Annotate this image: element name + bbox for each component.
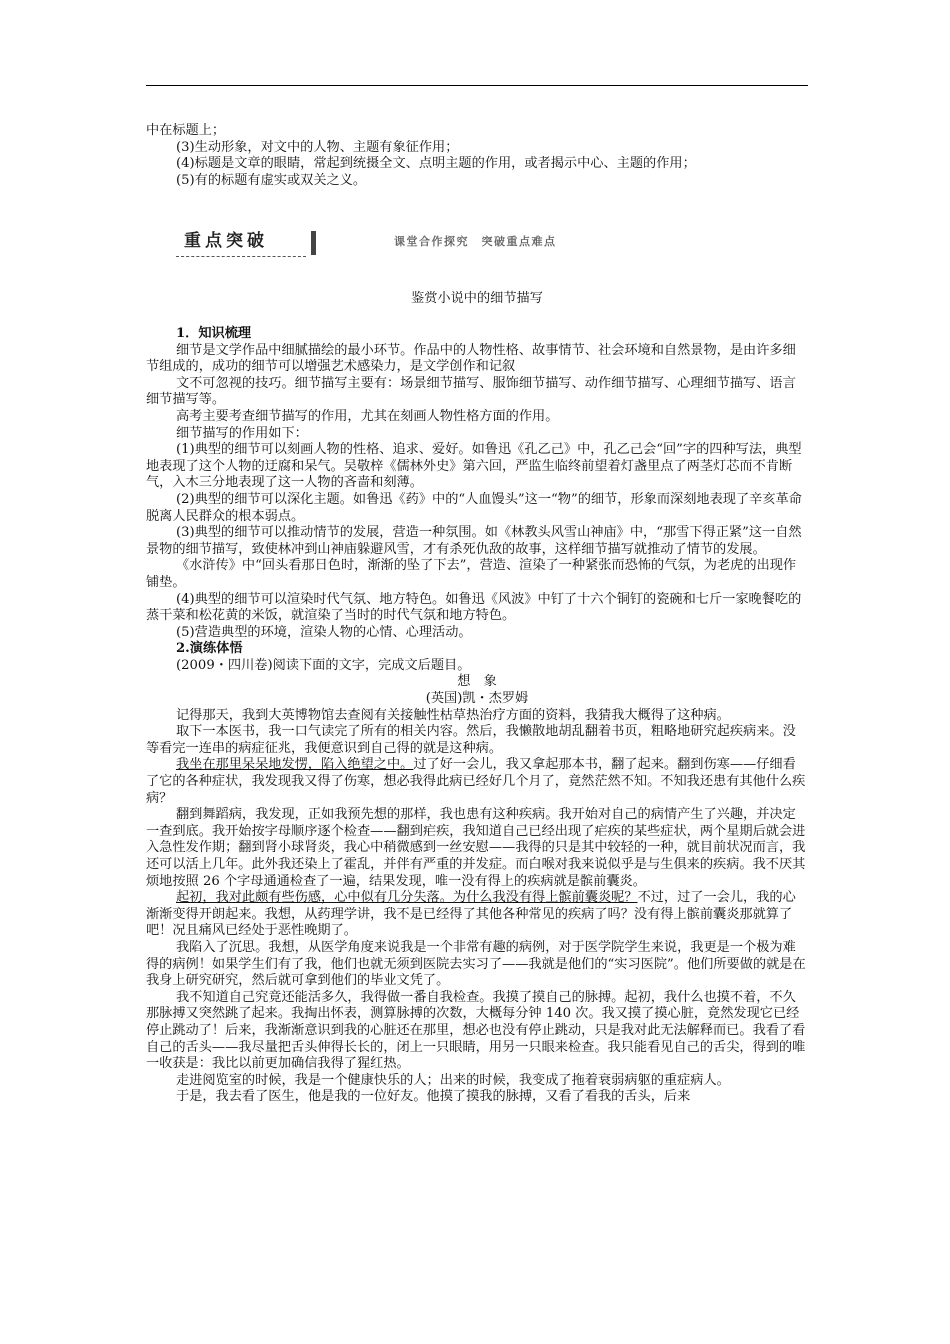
story-paragraph: 走进阅览室的时候，我是一个健康快乐的人；出来的时候，我变成了拖着衰弱病躯的重症病人。	[176, 1072, 730, 1088]
exercise-source: (2009・四川卷)阅读下面的文字，完成文后题目。	[176, 657, 471, 673]
story-paragraph: 记得那天，我到大英博物馆去查阅有关接触性枯草热治疗方面的资料，我猜我大概得了这种病。	[176, 707, 730, 723]
intro-line: (4)标题是文章的眼睛，常起到统摄全文、点明主题的作用，或者揭示中心、主题的作用；	[176, 156, 696, 172]
paragraph: (1)典型的细节可以刻画人物的性格、追求、爱好。如鲁迅《孔乙己》中，孔乙己会“回”字的四种写法，典型地表现了这个人物的迂腐和呆气。吴敬梓《儒林外史》第六回，严监生临终前望着灯盏里点了两茎灯芯而不肯断气，入木三分地表现了这一人物的吝啬和刻薄。	[146, 442, 802, 491]
heading-practice: 2.演练体悟	[176, 641, 243, 657]
underlined-sentence: 我坐在那里呆呆地发愣，陷入绝望之中。	[176, 757, 414, 773]
sentence: 过了好一会儿，我又拿起那本书，翻了起来。翻到伤寒——仔细看了它的各种症状，我发现我又得了伤寒，想必我得此病已经好几个月了，竟然茫然不知。不知我还患有其他什么疾病？	[146, 757, 806, 806]
paragraph: 高考主要考查细节描写的作用，尤其在刻画人物性格方面的作用。	[176, 408, 559, 424]
story-paragraph: 取下一本医书，我一口气读完了所有的相关内容。然后，我懒散地胡乱翻着书页，粗略地研究起疾病来。没等看完一连串的病症征兆，我便意识到自己得的就是这种病。	[146, 724, 796, 756]
banner-underline	[176, 256, 306, 257]
story-paragraph: 翻到舞蹈病，我发现，正如我预先想的那样，我也患有这种疾病。我开始对自己的病情产生了兴趣，并决定一查到底。我开始按字母顺序逐个检查——翻到疟疾，我知道自己已经出现了疟疾的某些症状，两个星期后就会进入急性发作期；翻到肾小球肾炎，我心中稍微感到一丝安慰——我得的只是其中较轻的一种，就目前状况而言，我还可以活上几年。此外我还染上了霍乱，并伴有严重的并发症。而白喉对我来说似乎是与生俱来的疾病。我不厌其烦地按照 26 个字母通通检查了一遍，结果发现，唯一没有得上的疾病就是髌前囊炎。	[146, 807, 806, 889]
paragraph: 《水浒传》中“回头看那日色时，渐渐的坠了下去”，营造、渲染了一种紧张而恐怖的气氛，为老虎的出现作铺垫。	[146, 558, 797, 590]
paragraph: (4)典型的细节可以渲染时代气氛、地方特色。如鲁迅《风波》中钉了十六个铜钉的瓷碗和七斤一家晚餐吃的蒸干菜和松花黄的米饭，就渲染了当时的时代气氛和地方特色。	[146, 591, 802, 624]
story-paragraph	[146, 890, 808, 940]
header-rule	[146, 85, 808, 86]
story-paragraph: 于是，我去看了医生，他是我的一位好友。他摸了摸我的脉搏，又看了看我的舌头，后来	[176, 1089, 691, 1105]
section-title-block	[146, 291, 808, 308]
knowledge-block	[146, 326, 808, 1106]
intro-line: 中在标题上；	[146, 123, 226, 138]
paragraph: 细节描写的作用如下：	[176, 425, 308, 441]
story-paragraph: 我陷入了沉思。我想，从医学角度来说我是一个非常有趣的病例，对于医学院学生来说，我更是一个极为难得的病例！如果学生们有了我，他们也就无须到医院去实习了——我就是他们的“实习医院”。他们所要做的就是在我身上研究研究，然后就可拿到他们的毕业文凭了。	[146, 939, 806, 989]
heading-knowledge: 1．知识梳理	[176, 326, 252, 341]
section-banner	[176, 229, 776, 257]
story-author: (英国)凯・杰罗姆	[425, 691, 529, 707]
banner-subtitle: 课堂合作探究 突破重点难点	[394, 235, 557, 248]
sentence: 不过，过了一会儿，我的心渐渐变得开朗起来。我想，从药理学讲，我不是已经得了其他各种常见的疾病了吗？没有得上髌前囊炎那就算了吧！况且痛风已经处于恶性晚期了。	[146, 890, 796, 939]
intro-line: (3)生动形象，对文中的人物、主题有象征作用；	[176, 139, 459, 155]
paragraph: (3)典型的细节可以推动情节的发展，营造一种氛围。如《林教头风雪山神庙》中，“那雪下得正紧”这一自然景物的细节描写，致使林冲到山神庙躲避风雪，才有杀死仇敌的故事，这样细节描写就推动了情节的发展。	[146, 525, 802, 557]
banner-title: 重点突破	[184, 231, 268, 251]
story-paragraph: 我不知道自己究竟还能活多久，我得做一番自我检查。我摸了摸自己的脉搏。起初，我什么也摸不着，不久那脉搏又突然跳了起来。我掏出怀表，测算脉搏的次数，大概每分钟 140 次。我又摸了摸心脏，竟然发现它已经停止跳动了！后来，我渐渐意识到我的心脏还在那里，想必也没有停止跳动，只是我对此无法解释而已。我看了看自己的舌头——我尽量把舌头伸得长长的，闭上一只眼睛，用另一只眼来检查。我只能看见自己的舌尖，得到的唯一收获是：我比以前更加确信我得了猩红热。	[146, 989, 806, 1072]
banner-divider-bar	[311, 231, 316, 255]
story-title: 想 象	[457, 674, 497, 690]
underlined-sentence: 起初，我对此颇有些伤感，心中似有几分失落。为什么我没有得上髌前囊炎呢？	[176, 890, 638, 906]
paragraph: 文不可忽视的技巧。细节描写主要有：场景细节描写、服饰细节描写、动作细节描写、心理细节描写、语言细节描写等。	[146, 375, 796, 408]
paragraph: 细节是文学作品中细腻描绘的最小环节。作品中的人物性格、故事情节、社会环境和自然景物，是由许多细节组成的，成功的细节可以增强艺术感染力，是文学创作和记叙	[146, 342, 796, 375]
intro-line: (5)有的标题有虚实或双关之义。	[176, 172, 367, 188]
paragraph: (5)营造典型的环境，渲染人物的心情、心理活动。	[176, 624, 472, 640]
intro-block	[146, 123, 808, 189]
section-title: 鉴赏小说中的细节描写	[411, 291, 543, 306]
paragraph: (2)典型的细节可以深化主题。如鲁迅《药》中的“人血馒头”这一“物”的细节，形象而深刻地表现了辛亥革命脱离人民群众的根本弱点。	[146, 491, 802, 524]
story-paragraph	[146, 757, 808, 807]
